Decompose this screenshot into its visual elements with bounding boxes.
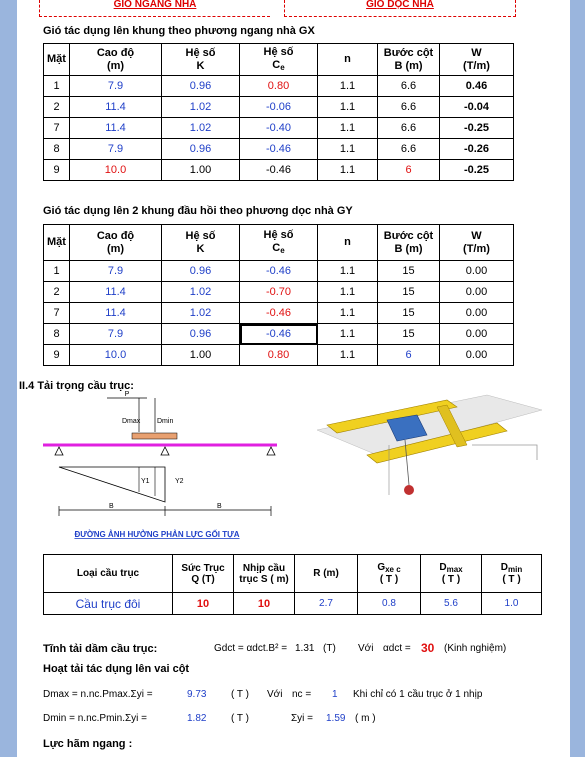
cell[interactable]: 1.0 [482, 593, 542, 615]
cell[interactable]: -0.25 [440, 160, 514, 181]
static-load-label: Tĩnh tải dầm cầu trục: [43, 643, 158, 655]
cell[interactable]: -0.46 [240, 160, 318, 181]
table-row [44, 139, 514, 160]
gdct-formula: Gdct = αdct.B² = [214, 643, 288, 654]
col-dmin: $D_{min}$ ( T ) [482, 555, 542, 593]
cell[interactable]: 6.6 [378, 97, 440, 118]
gdct-unit: (T) [323, 643, 336, 654]
cell[interactable]: 6 [378, 160, 440, 181]
col-heso-k: Hệ số K [162, 44, 240, 76]
cell[interactable]: 15 [378, 261, 440, 282]
cell[interactable]: 0.8 [358, 593, 421, 615]
table-row [44, 76, 514, 97]
cell[interactable]: 6.6 [378, 76, 440, 97]
table-row [44, 282, 514, 303]
cell[interactable]: 1.1 [318, 76, 378, 97]
cell[interactable]: 10.0 [70, 160, 162, 181]
cell[interactable]: 1.1 [318, 118, 378, 139]
cell[interactable]: -0.40 [240, 118, 318, 139]
table-row [44, 118, 514, 139]
cell[interactable]: 11.4 [70, 303, 162, 324]
table-row [44, 303, 514, 324]
cell[interactable]: 0.00 [440, 282, 514, 303]
cell[interactable]: Cầu trục đôi [44, 593, 173, 615]
table-row [44, 324, 514, 345]
crane-illustration [297, 385, 547, 515]
dmin-unit: ( T ) [231, 713, 249, 724]
sumy-label: Σyi = [291, 713, 314, 724]
wind-table-gx [43, 43, 514, 181]
cell[interactable]: 0.96 [162, 324, 240, 345]
cell[interactable]: 8 [44, 324, 70, 345]
col-suc-truc: Sức Trục Q (T) [173, 555, 234, 593]
dmin-label: Dmin [157, 418, 174, 425]
table-row [44, 97, 514, 118]
cell[interactable]: 5.6 [421, 593, 482, 615]
col-g: $G_{xe c}$ ( T ) [358, 555, 421, 593]
y2-label: Y2 [175, 478, 184, 485]
cell[interactable]: -0.04 [440, 97, 514, 118]
cell[interactable]: 7.9 [70, 76, 162, 97]
col-buoc: Bước cột B (m) [378, 44, 440, 76]
cell[interactable]: 0.00 [440, 303, 514, 324]
tab-transverse-wind[interactable] [39, 0, 270, 17]
cell[interactable]: -0.70 [240, 282, 318, 303]
y1-label: Y1 [141, 478, 150, 485]
col-n: n [318, 225, 378, 261]
wind-table-gy [43, 224, 514, 366]
cell[interactable]: 1.02 [162, 118, 240, 139]
cell[interactable]: 1.00 [162, 160, 240, 181]
table-row [44, 345, 514, 366]
table-row [44, 160, 514, 181]
cell[interactable]: 11.4 [70, 97, 162, 118]
sumy-value: 1.59 [326, 713, 346, 724]
table-row [44, 593, 542, 615]
live-load-label: Hoạt tải tác dụng lên vai cột [43, 663, 190, 675]
cell[interactable]: 1.1 [318, 324, 378, 345]
voi-label: Với [358, 643, 374, 654]
cell[interactable]: 1.1 [318, 160, 378, 181]
dmax-label: Dmax [122, 418, 141, 425]
p-label: P [124, 391, 130, 398]
cell[interactable]: 0.80 [240, 76, 318, 97]
dmin-formula: Dmin = n.nc.Pmin.Σyi = [43, 713, 147, 724]
cell[interactable]: 6.6 [378, 118, 440, 139]
worksheet [17, 0, 570, 757]
cell[interactable]: 1.00 [162, 345, 240, 366]
selected-cell[interactable]: -0.46 [240, 324, 318, 345]
influence-line-diagram [37, 390, 277, 545]
cell[interactable]: 15 [378, 303, 440, 324]
col-w: W (T/m) [440, 44, 514, 76]
dmax-value: 9.73 [187, 689, 207, 700]
dmin-value: 1.82 [187, 713, 207, 724]
col-loai: Loại cầu trục [44, 555, 173, 593]
cell[interactable]: 2 [44, 282, 70, 303]
crane-wheels [132, 433, 177, 439]
cell[interactable]: -0.06 [240, 97, 318, 118]
sumy-unit: ( m ) [355, 713, 376, 724]
cell[interactable]: 0.96 [162, 76, 240, 97]
col-dmax: $D_{max}$ ( T ) [421, 555, 482, 593]
wind-direction-tabs [39, 0, 539, 18]
cell[interactable]: 1.1 [318, 345, 378, 366]
b-label-1: B [109, 503, 114, 510]
col-w: W (T/m) [440, 225, 514, 261]
col-heso-c: Hệ số $C_e$ [240, 44, 318, 76]
col-caodo: Cao độ (m) [70, 225, 162, 261]
cell[interactable]: 2 [44, 97, 70, 118]
b-label-2: B [217, 503, 222, 510]
cell[interactable]: 7 [44, 118, 70, 139]
cell[interactable]: 0.80 [240, 345, 318, 366]
tab-label: GIÓ NGANG NHÀ [113, 0, 197, 10]
alpha-value[interactable]: 30 [421, 641, 435, 655]
col-heso-c: Hệ số $C_e$ [240, 225, 318, 261]
cell[interactable]: 1.02 [162, 303, 240, 324]
cell[interactable]: 1.1 [318, 261, 378, 282]
braking-force-label: Lực hãm ngang : [43, 738, 133, 750]
cell[interactable]: 7.9 [70, 324, 162, 345]
alpha-note: (Kinh nghiệm) [444, 643, 507, 654]
col-buoc: Bước cột B (m) [378, 225, 440, 261]
cell[interactable]: 15 [378, 282, 440, 303]
cell[interactable]: 1.1 [318, 282, 378, 303]
col-n: n [318, 44, 378, 76]
supports [55, 447, 275, 455]
cell[interactable]: 8 [44, 139, 70, 160]
cell[interactable]: 0.46 [440, 76, 514, 97]
cell[interactable]: 2.7 [295, 593, 358, 615]
cell[interactable]: 9 [44, 345, 70, 366]
cell[interactable]: -0.46 [240, 303, 318, 324]
cell[interactable]: 1 [44, 76, 70, 97]
cell[interactable]: 0.96 [162, 139, 240, 160]
cell[interactable]: 0.96 [162, 261, 240, 282]
cell[interactable]: 15 [378, 324, 440, 345]
cell[interactable]: 10.0 [70, 345, 162, 366]
table-row [44, 261, 514, 282]
alpha-label: αdct = [383, 643, 411, 654]
cell[interactable]: 7.9 [70, 261, 162, 282]
voi2-label: Với [267, 689, 283, 700]
cell[interactable]: -0.26 [440, 139, 514, 160]
cell[interactable]: 0.00 [440, 345, 514, 366]
table2-title: Gió tác dụng lên 2 khung đầu hồi theo phương dọc nhà GY [43, 205, 353, 217]
cell[interactable]: -0.46 [240, 139, 318, 160]
cell[interactable]: 1.1 [318, 97, 378, 118]
cell[interactable]: 0.00 [440, 324, 514, 345]
cell[interactable]: 1.02 [162, 97, 240, 118]
dmax-formula: Dmax = n.nc.Pmax.Σyi = [43, 689, 153, 700]
gdct-value: 1.31 [295, 643, 315, 654]
diagram-caption: ĐƯỜNG ẢNH HƯỞNG PHẢN LỰC GỐI TỰA [74, 530, 240, 539]
col-r: R (m) [295, 555, 358, 593]
cell[interactable]: 11.4 [70, 118, 162, 139]
col-mat: Mặt [44, 44, 70, 76]
col-heso-k: Hệ số K [162, 225, 240, 261]
cell[interactable]: 9 [44, 160, 70, 181]
col-nhip: Nhịp cầu trục S ( m) [234, 555, 295, 593]
col-mat: Mặt [44, 225, 70, 261]
cell[interactable]: 1.1 [318, 139, 378, 160]
crane-table [43, 554, 542, 615]
cell[interactable]: -0.46 [240, 261, 318, 282]
table1-title: Gió tác dụng lên khung theo phương ngang nhà GX [43, 25, 315, 37]
cell[interactable]: 11.4 [70, 282, 162, 303]
cell[interactable]: 1 [44, 261, 70, 282]
cell[interactable]: 6 [378, 345, 440, 366]
cell[interactable]: 0.00 [440, 261, 514, 282]
cell[interactable]: 10 [234, 593, 295, 615]
cell[interactable]: 1.1 [318, 303, 378, 324]
dmax-unit: ( T ) [231, 689, 249, 700]
nc-note: Khi chỉ có 1 cầu trục ở 1 nhịp [353, 689, 483, 700]
tab-longitudinal-wind[interactable] [284, 0, 516, 17]
cell[interactable]: 6.6 [378, 139, 440, 160]
cell[interactable]: 10 [173, 593, 234, 615]
nc-label: nc = [292, 689, 312, 700]
col-caodo: Cao độ (m) [70, 44, 162, 76]
cell[interactable]: 7.9 [70, 139, 162, 160]
section-title: II.4 Tải trọng cầu trục: [19, 380, 134, 392]
cell[interactable]: -0.25 [440, 118, 514, 139]
cell[interactable]: 1.02 [162, 282, 240, 303]
tab-label: GIÓ DỌC NHÀ [366, 0, 434, 10]
nc-value[interactable]: 1 [332, 689, 338, 700]
cell[interactable]: 7 [44, 303, 70, 324]
